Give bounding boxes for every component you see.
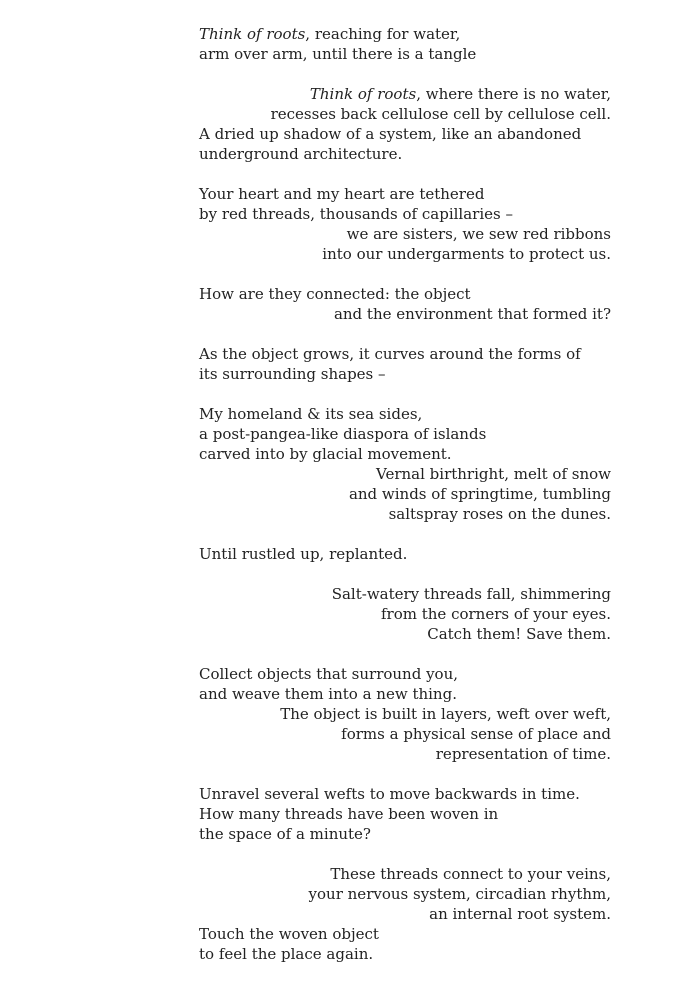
poem-line: [199, 724, 611, 744]
poem-line: [199, 204, 611, 224]
poem-line: [199, 864, 611, 884]
line-text: an internal root system.: [429, 905, 611, 923]
poem-line: [199, 804, 611, 824]
stanza: [199, 184, 611, 264]
italic-phrase: Think of roots: [199, 25, 306, 43]
line-text: representation of time.: [435, 745, 611, 763]
line-text: carved into by glacial movement.: [199, 445, 452, 463]
italic-phrase: Think of roots: [309, 85, 417, 103]
line-text: underground architecture.: [199, 145, 403, 163]
stanza: [199, 24, 611, 64]
line-text: , where there is no water,: [416, 85, 611, 103]
poem-line: [199, 84, 611, 104]
stanza: [199, 284, 611, 324]
line-text: into our undergarments to protect us.: [322, 245, 611, 263]
poem-line: [199, 604, 611, 624]
stanza: [199, 784, 611, 844]
stanza: [199, 924, 611, 964]
line-text: recesses back cellulose cell by cellulose cell.: [270, 105, 611, 123]
poem-page: [199, 24, 611, 984]
poem-line: [199, 924, 611, 944]
line-text: As the object grows, it curves around the forms of: [199, 345, 581, 363]
line-text: Vernal birthright, melt of snow: [376, 465, 611, 483]
line-text: to feel the place again.: [199, 945, 374, 963]
poem-line: [199, 884, 611, 904]
poem-line: [199, 744, 611, 764]
line-text: How are they connected: the object: [199, 285, 471, 303]
line-text: , reaching for water,: [305, 25, 461, 43]
stanza: [199, 864, 611, 924]
poem-line: [199, 544, 611, 564]
poem-line: [199, 24, 611, 44]
line-text: My homeland & its sea sides,: [199, 405, 423, 423]
poem-line: [199, 124, 611, 144]
line-text: These threads connect to your veins,: [330, 865, 611, 883]
poem-line: [199, 684, 611, 704]
poem-line: [199, 104, 611, 124]
poem-line: [199, 304, 611, 324]
stanza: [199, 544, 611, 564]
poem-line: [199, 944, 611, 964]
poem-line: [199, 44, 611, 64]
line-text: your nervous system, circadian rhythm,: [308, 885, 611, 903]
line-text: from the corners of your eyes.: [380, 605, 611, 623]
poem-line: [199, 784, 611, 804]
line-text: saltspray roses on the dunes.: [388, 505, 611, 523]
line-text: by red threads, thousands of capillaries –: [199, 205, 513, 223]
poem-line: [199, 444, 611, 464]
stanza: [199, 404, 611, 524]
poem-line: [199, 404, 611, 424]
poem-line: [199, 144, 611, 164]
line-text: Until rustled up, replanted.: [199, 545, 408, 563]
poem-line: [199, 704, 611, 724]
line-text: arm over arm, until there is a tangle: [199, 45, 477, 63]
poem-line: [199, 244, 611, 264]
line-text: How many threads have been woven in: [199, 805, 499, 823]
line-text: Salt-watery threads fall, shimmering: [331, 585, 611, 603]
line-text: and winds of springtime, tumbling: [348, 485, 611, 503]
line-text: Unravel several wefts to move backwards in time.: [199, 785, 580, 803]
line-text: Catch them! Save them.: [427, 625, 611, 643]
line-text: the space of a minute?: [199, 825, 371, 843]
poem-line: [199, 664, 611, 684]
line-text: and weave them into a new thing.: [199, 685, 457, 703]
poem-line: [199, 284, 611, 304]
poem-line: [199, 584, 611, 604]
line-text: we are sisters, we sew red ribbons: [346, 225, 611, 243]
line-text: Touch the woven object: [199, 925, 379, 943]
line-text: Your heart and my heart are tethered: [199, 185, 485, 203]
line-text: Collect objects that surround you,: [199, 665, 459, 683]
line-text: a post-pangea-like diaspora of islands: [199, 425, 487, 443]
line-text: its surrounding shapes –: [199, 365, 386, 383]
poem-line: [199, 344, 611, 364]
poem-line: [199, 824, 611, 844]
poem-line: [199, 424, 611, 444]
line-text: The object is built in layers, weft over weft,: [280, 705, 611, 723]
line-text: A dried up shadow of a system, like an abandoned: [199, 125, 582, 143]
poem-line: [199, 484, 611, 504]
poem-line: [199, 184, 611, 204]
poem-line: [199, 224, 611, 244]
poem-line: [199, 464, 611, 484]
stanza: [199, 584, 611, 644]
line-text: forms a physical sense of place and: [341, 725, 611, 743]
poem-line: [199, 624, 611, 644]
poem-line: [199, 504, 611, 524]
stanza: [199, 84, 611, 164]
stanza: [199, 664, 611, 764]
poem-line: [199, 364, 611, 384]
line-text: and the environment that formed it?: [333, 305, 611, 323]
stanza: [199, 344, 611, 384]
poem-line: [199, 904, 611, 924]
